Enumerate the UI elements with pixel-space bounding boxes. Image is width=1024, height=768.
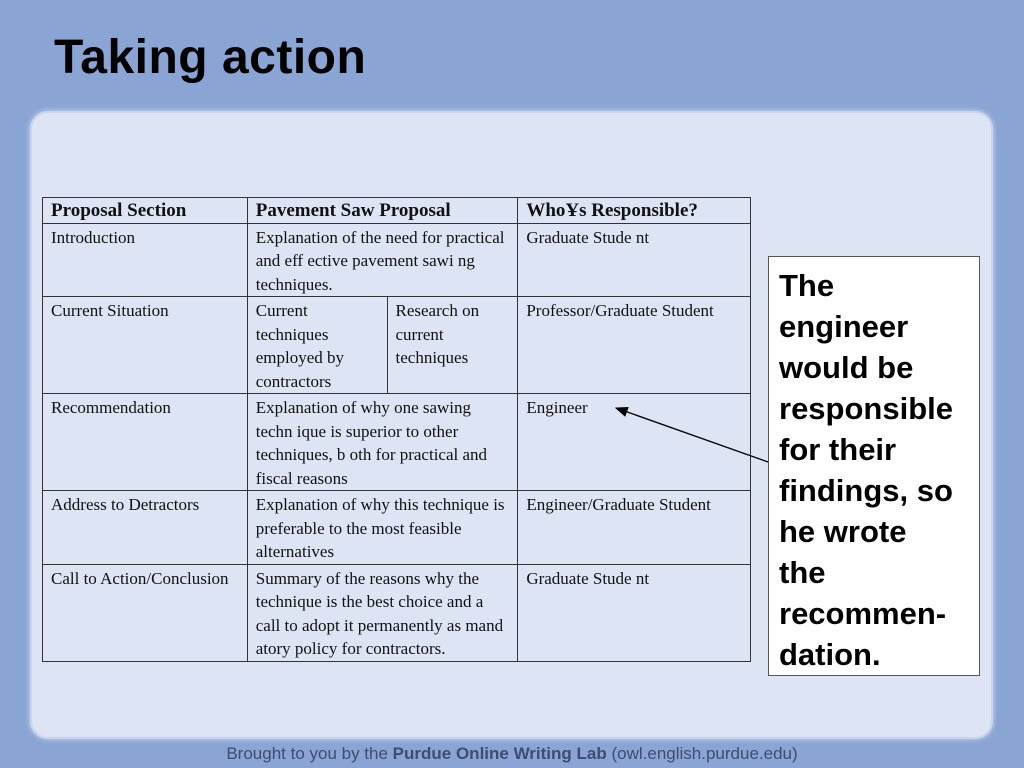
cell-proposal: Explanation of why one sawing techn ique is superior to other techniques, b oth for practical and fiscal reasons	[247, 394, 518, 491]
cell-proposal-b: Research on current techniques	[387, 297, 518, 394]
cell-section: Current Situation	[43, 297, 248, 394]
header-proposal-section: Proposal Section	[43, 198, 248, 224]
cell-responsible: Professor/Graduate Student	[518, 297, 751, 394]
callout-line: engineer	[779, 309, 909, 344]
cell-responsible: Graduate Stude nt	[518, 564, 751, 661]
callout-line: for their	[779, 432, 897, 467]
callout-line: responsible	[779, 391, 953, 426]
callout-line: findings, so	[779, 473, 953, 508]
slide-title: Taking action	[54, 31, 367, 84]
cell-proposal: Explanation of why this technique is preferable to the most feasible alternatives	[247, 491, 518, 565]
header-pavement-saw-proposal: Pavement Saw Proposal	[247, 198, 518, 224]
footer-suffix: (owl.english.purdue.edu)	[606, 744, 798, 763]
cell-proposal: Summary of the reasons why the technique is the best choice and a call to adopt it permanently as mand atory policy for contractors.	[247, 564, 518, 661]
cell-section: Recommendation	[43, 394, 248, 491]
table-row	[43, 297, 751, 394]
table-row	[43, 223, 751, 297]
footer-credit	[0, 744, 1024, 764]
callout-line: the	[779, 555, 826, 590]
cell-section: Call to Action/Conclusion	[43, 564, 248, 661]
cell-section: Introduction	[43, 223, 248, 297]
cell-responsible: Engineer	[518, 394, 751, 491]
cell-responsible: Graduate Stude nt	[518, 223, 751, 297]
callout-line: The	[779, 268, 835, 303]
callout-line: he wrote	[779, 514, 907, 549]
table-row	[43, 491, 751, 565]
proposal-table	[42, 197, 751, 662]
callout-line: dation.	[779, 637, 881, 672]
footer-prefix: Brought to you by the	[226, 744, 393, 763]
cell-proposal-a: Current techniques employed by contractors	[247, 297, 387, 394]
cell-proposal: Explanation of the need for practical and eff ective pavement sawi ng techniques.	[247, 223, 518, 297]
table-row	[43, 564, 751, 661]
footer-brand: Purdue Online Writing Lab	[392, 744, 607, 763]
cell-responsible: Engineer/Graduate Student	[518, 491, 751, 565]
table-row	[43, 394, 751, 491]
callout-box	[768, 256, 980, 676]
callout-line: would be	[779, 350, 914, 385]
cell-section: Address to Detractors	[43, 491, 248, 565]
table-header-row	[43, 198, 751, 224]
header-whos-responsible: WhoҰs Responsible?	[518, 198, 751, 224]
callout-line: recommen-	[779, 596, 947, 631]
